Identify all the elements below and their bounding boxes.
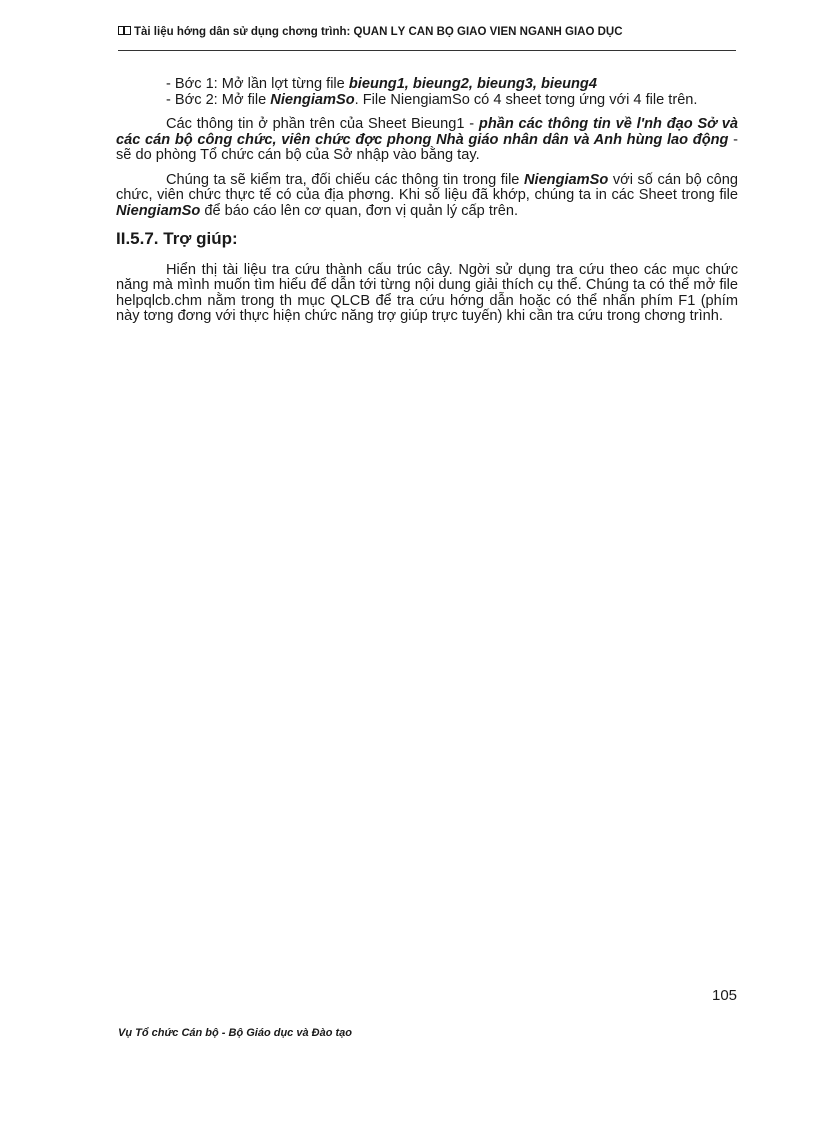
step-2-tail: . File NiengiamSo có 4 sheet tơng ứng với 4 file trên. (354, 91, 698, 108)
step-1-text: - Bớc 1: Mở lần lợt từng file (166, 76, 349, 92)
running-footer: Vụ Tổ chức Cán bộ - Bộ Giáo dục và Đào tạo (118, 1027, 352, 1039)
paragraph-sheet-info (116, 117, 738, 164)
step-2-text: - Bớc 2: Mở file (166, 91, 271, 108)
p4-a: Chúng ta sẽ kiểm tra, đối chiếu các thông tin trong file (166, 171, 524, 188)
header-text: Tài liệu hớng dẫn sử dụng chơng trình: QUẢN LÝ CÁN BỘ GIÁO VIÊN NGÀNH GIÁO DỤC (134, 26, 623, 38)
p3-lead: Các thông tin ở phần trên của Sheet Bieung1 - (166, 116, 479, 132)
p4-file-2: NiengiamSo (116, 202, 201, 219)
p4-e: để báo cáo lên cơ quan, đơn vị quản lý cấp trên. (200, 202, 519, 219)
step-2 (116, 93, 738, 109)
running-header (118, 26, 736, 38)
page-number: 105 (712, 987, 738, 1004)
step-2-file: NiengiamSo (270, 91, 355, 108)
paragraph-verification (116, 173, 738, 220)
section-heading: II.5.7. Trợ giúp: (116, 229, 238, 248)
book-icon (118, 26, 131, 35)
header-rule (118, 50, 736, 51)
p4-c: với số cán bộ công chức, viên chức thực tế có của địa phơng. Khi số liệu đã khớp, chúng ta in các Sheet trong file (116, 171, 738, 203)
page-body (116, 77, 738, 334)
step-1-files: bieung1, bieung2, bieung3, bieung4 (348, 76, 597, 92)
p4-file-1: NiengiamSo (523, 171, 609, 188)
p3-emphasis: phần các thông tin về l'nh đạo Sở và các cán bộ công chức, viên chức đợc phong Nhà giáo nhân dân và Anh hùng lao động (116, 116, 738, 148)
paragraph-help: Hiển thị tài liệu tra cứu thành cấu trúc cây. Ngời sử dụng tra cứu theo các mục chức năng mà mình muốn tìm hiểu để dẫn tới từng nội dung giải thích cụ thể. Chúng ta có thể mở file helpqlcb.chm nằm trong th mục QLCB để tra cứu hớng dẫn hoặc có thể nhấn phím F1 (phím này tơng đơng với thực hiện chức năng trợ giúp trực tuyến) khi cần tra cứu trong chơng trình. (116, 261, 738, 324)
step-1 (116, 77, 738, 93)
p3-tail: - sẽ do phòng Tổ chức cán bộ của Sở nhập vào bằng tay. (116, 131, 738, 163)
